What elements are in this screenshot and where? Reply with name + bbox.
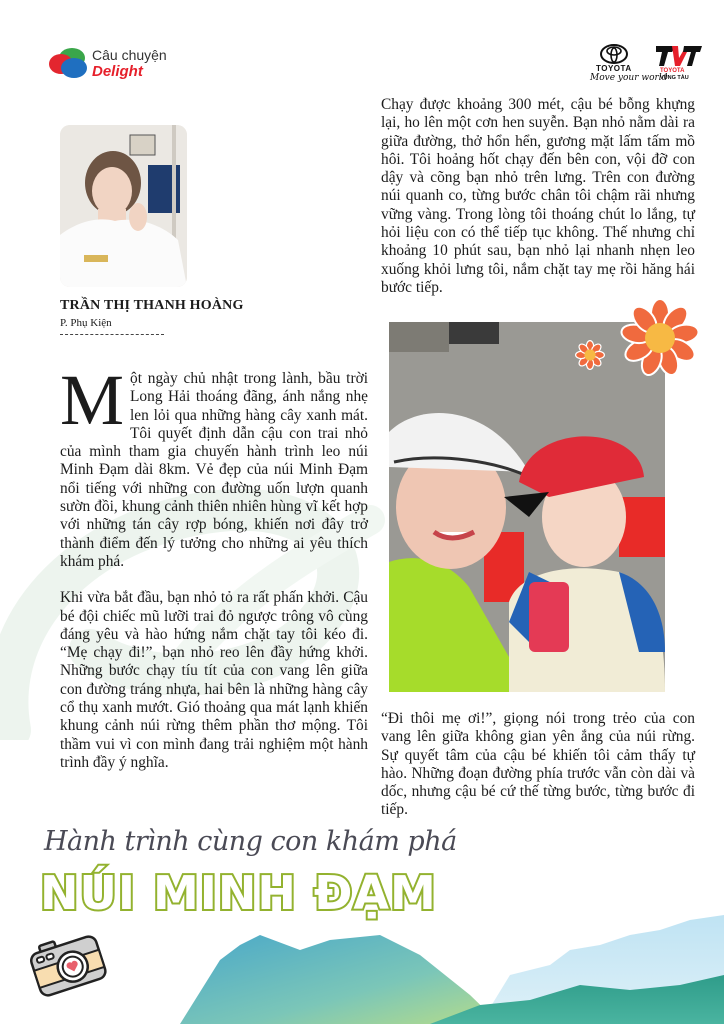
article-paragraph [60, 360, 368, 571]
article-right-top [381, 96, 695, 297]
author-name: TRẦN THỊ THANH HOÀNG [60, 298, 244, 313]
tvt-dealer-name: TOYOTA [660, 68, 685, 74]
article-subtitle: Hành trình cùng con khám phá [44, 826, 457, 857]
article-paragraph: “Đi thôi mẹ ơi!”, giọng nói trong trẻo của con vang lên giữa không gian yên ắng của núi rừng. Sự quyết tâm của cậu bé khiến tôi cảm thấy tự hào. Những đoạn đường phía trước vẫn còn dài và dốc, nhưng cậu bé cứ thế từng bước, từng bước đi tiếp. [381, 710, 695, 819]
watercolor-mountains [180, 905, 724, 1024]
dropcap-letter: M [60, 360, 125, 440]
logo-line2: Delight [92, 63, 143, 80]
author-department: P. Phụ Kiện [60, 317, 112, 329]
tvt-dealer-location: VŨNG TÀU [660, 75, 689, 81]
tvt-logo-icon [656, 44, 702, 68]
small-flower-decoration-icon [574, 339, 606, 371]
article-title: NÚI MINH ĐẠM [40, 866, 437, 920]
toyota-emblem-icon [600, 44, 628, 64]
toyota-wordmark: TOYOTA [596, 64, 632, 73]
toyota-vungtau-logos [588, 44, 718, 84]
article-left-column [60, 360, 368, 790]
author-photo [60, 125, 187, 287]
logo-line1: Câu chuyện [92, 47, 167, 63]
article-paragraph: Chạy được khoảng 300 mét, cậu bé bỗng khựng lại, ho lên một cơn hen suyễn. Bạn nhỏ nằm dài ra giữa đường, thở hổn hển, gương mặt lấm tấm mồ hôi. Tôi hoảng hốt chạy đến bên con, vội đỡ con dậy và cõng bạn nhỏ trên lưng. Trên con đường núi quanh co, từng bước chân tôi chậm rãi nhưng vững vàng. Trong lòng tôi thoáng chút lo lắng, tự hỏi liệu con có thể tiếp tục không. Thế nhưng chỉ khoảng 10 phút sau, bạn nhỏ lại nhanh nhẹn leo xuống khỏi lưng tôi, nắm chặt tay mẹ rồi hăng hái bước tiếp. [381, 96, 695, 296]
speech-bubbles-icon [48, 46, 90, 82]
cau-chuyen-delight-logo [48, 44, 188, 84]
camera-heart-icon [28, 930, 108, 1000]
author-portrait-image [60, 125, 187, 287]
paragraph-text: ột ngày chủ nhật trong lành, bầu trời Long Hải thoáng đãng, ánh nắng nhẹ len lỏi qua những hàng cây xanh mát. Tôi quyết định dẫn cậu con trai nhỏ của mình tham gia chuyến hành trình leo núi Minh Đạm dài 8km. Vẻ đẹp của núi Minh Đạm nổi tiếng với những con đường uốn lượn quanh sườn đồi, khung cảnh thiên nhiên hùng vĩ kết hợp với những tán cây rợp bóng, khiến nơi đây trở thành điểm đến lý tưởng cho những ai yêu thích khám phá. [60, 370, 368, 570]
author-divider [60, 334, 164, 335]
flower-decoration-icon [620, 298, 700, 378]
article-right-bottom [381, 710, 695, 820]
toyota-slogan: Move your world [590, 73, 668, 83]
article-paragraph: Khi vừa bắt đầu, bạn nhỏ tỏ ra rất phấn khởi. Cậu bé đội chiếc mũ lưỡi trai đỏ ngược trông vô cùng đáng yêu và hào hứng nắm chặt tay tôi kéo đi. “Mẹ chạy đi!”, bạn nhỏ reo lên đầy hứng khởi. Những bước chạy tíu tít của con vang lên giữa con đường tráng nhựa, hai bên là những hàng cây cổ thụ xanh mướt. Gió thoảng qua mát lạnh khiến khung cảnh núi rừng thêm phần thơ mộng. Tôi thầm vui vì con mình đang trải nghiệm một hành trình đầy ý nghĩa. [60, 589, 368, 771]
